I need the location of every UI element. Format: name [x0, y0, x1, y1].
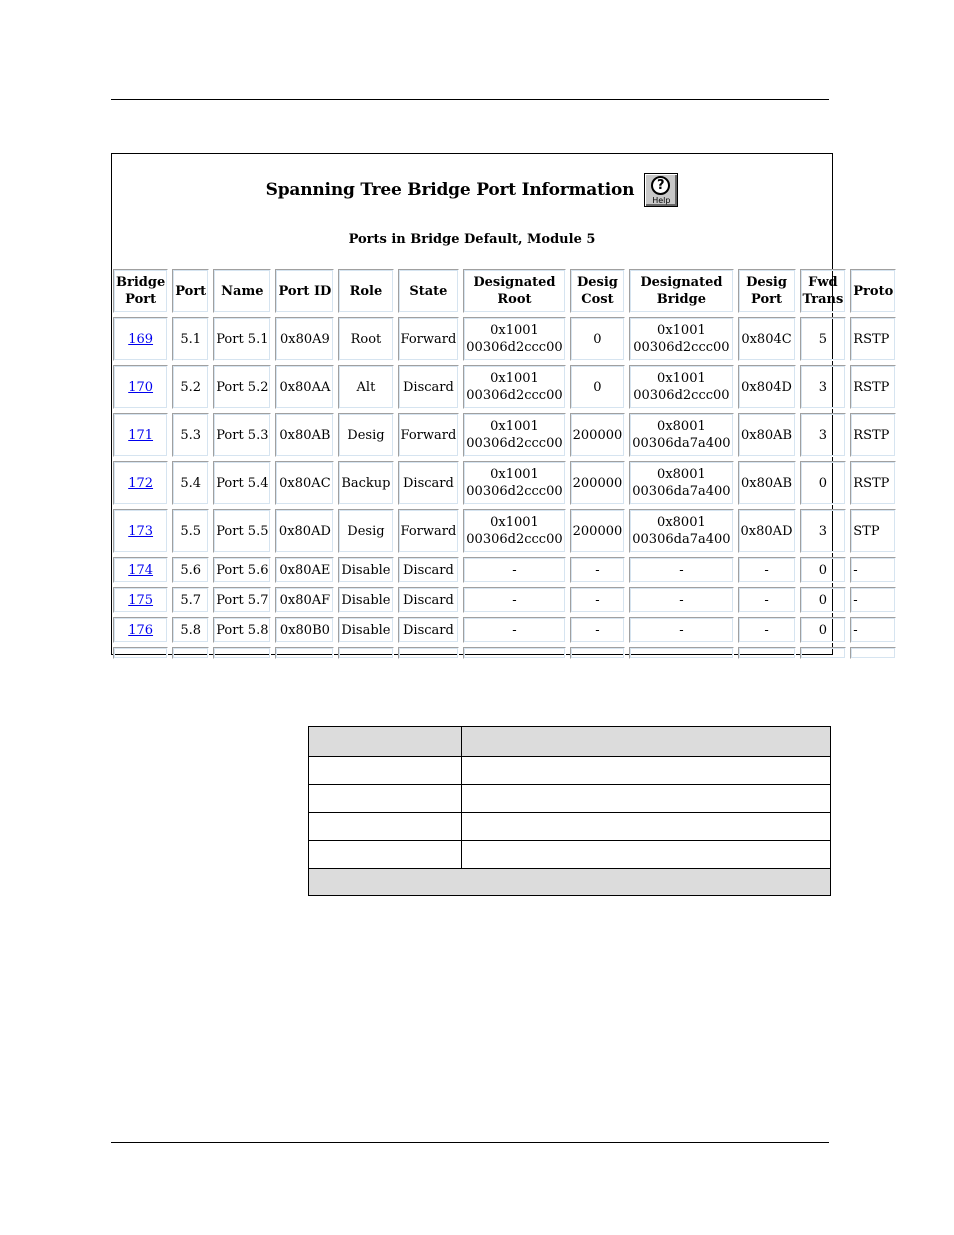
title-row [112, 172, 832, 208]
designated-bridge-cell-line: 00306da7a400 [632, 484, 731, 499]
designated-bridge-cell [629, 413, 733, 457]
port-cell: 5.8 [172, 617, 209, 643]
bridge-port-cell [113, 617, 168, 643]
state-cell: Forward [398, 317, 460, 361]
designated-bridge-cell [629, 365, 733, 409]
col-header-desig-port: Desig Port [738, 269, 796, 313]
col-header-port-id: Port ID [275, 269, 334, 313]
designated-root-cell-line: 0x1001 [490, 419, 539, 434]
table-row [113, 509, 896, 553]
designated-bridge-cell [629, 461, 733, 505]
legend-cell [462, 727, 831, 757]
designated-root-cell [463, 587, 565, 613]
col-header-proto: Proto [850, 269, 896, 313]
designated-bridge-cell-line: 0x1001 [657, 323, 706, 338]
legend-cell [462, 841, 831, 869]
desig-cost-cell: 200000 [570, 509, 626, 553]
role-cell: Backup [338, 461, 393, 505]
bridge-port-link[interactable]: 171 [128, 427, 154, 443]
stp-port-info-panel [111, 153, 894, 655]
designated-root-cell-line: 00306d2ccc00 [466, 436, 563, 451]
fwd-trans-cell: 3 [800, 365, 847, 409]
legend-cell [309, 785, 462, 813]
empty-cell [398, 647, 460, 659]
desig-cost-cell: 200000 [570, 413, 626, 457]
name-cell: Port 5.8 [213, 617, 271, 643]
empty-cell [800, 647, 847, 659]
designated-root-cell [463, 413, 565, 457]
bridge-port-link[interactable]: 174 [128, 562, 154, 578]
legend-cell [309, 813, 462, 841]
designated-root-cell [463, 617, 565, 643]
designated-root-cell [463, 509, 565, 553]
col-header-bridge-port: Bridge Port [113, 269, 168, 313]
designated-bridge-cell-line: - [679, 562, 684, 578]
legend-cell [309, 727, 462, 757]
designated-bridge-cell-line: 0x8001 [657, 419, 706, 434]
designated-bridge-cell [629, 509, 733, 553]
table-row [113, 557, 896, 583]
bridge-port-cell [113, 413, 168, 457]
bridge-port-cell [113, 587, 168, 613]
empty-cell [463, 647, 565, 659]
desig-cost-cell: 200000 [570, 461, 626, 505]
designated-root-cell [463, 365, 565, 409]
desig-port-cell: - [738, 557, 796, 583]
designated-bridge-cell-line: 00306d2ccc00 [633, 388, 730, 403]
port-id-cell: 0x80AA [275, 365, 334, 409]
bridge-port-cell [113, 365, 168, 409]
designated-root-cell-line: - [512, 592, 517, 608]
name-cell: Port 5.4 [213, 461, 271, 505]
bridge-port-link[interactable]: 170 [128, 379, 154, 395]
page-title: Spanning Tree Bridge Port Information [265, 180, 635, 200]
desig-cost-cell: - [570, 587, 626, 613]
name-cell: Port 5.5 [213, 509, 271, 553]
desig-port-cell: 0x804D [738, 365, 796, 409]
bridge-port-link[interactable]: 176 [128, 622, 154, 638]
empty-cell [738, 647, 796, 659]
port-id-cell: 0x80AB [275, 413, 334, 457]
fwd-trans-cell: 0 [800, 617, 847, 643]
desig-port-cell: 0x804C [738, 317, 796, 361]
legend-row [309, 757, 831, 785]
bridge-port-link[interactable]: 175 [128, 592, 154, 608]
port-cell: 5.2 [172, 365, 209, 409]
legend-cell [309, 841, 462, 869]
empty-cell [172, 647, 209, 659]
table-row [113, 461, 896, 505]
col-header-name: Name [213, 269, 271, 313]
state-cell: Discard [398, 461, 460, 505]
proto-cell: RSTP [850, 317, 896, 361]
designated-bridge-cell-line: 00306da7a400 [632, 532, 731, 547]
designated-bridge-cell-line: 00306da7a400 [632, 436, 731, 451]
state-cell: Discard [398, 557, 460, 583]
bridge-port-cell [113, 461, 168, 505]
legend-cell [462, 785, 831, 813]
port-cell: 5.7 [172, 587, 209, 613]
role-cell: Alt [338, 365, 393, 409]
designated-root-cell-line: 00306d2ccc00 [466, 532, 563, 547]
designated-root-cell-line: 0x1001 [490, 323, 539, 338]
legend-header-row [309, 727, 831, 757]
designated-bridge-cell [629, 317, 733, 361]
legend-row [309, 785, 831, 813]
role-cell: Desig [338, 509, 393, 553]
state-cell: Discard [398, 617, 460, 643]
designated-root-cell-line: - [512, 622, 517, 638]
col-header-desig-cost: Desig Cost [570, 269, 626, 313]
legend-footer-row [309, 869, 831, 896]
proto-cell: - [850, 557, 896, 583]
bridge-port-cell [113, 557, 168, 583]
designated-bridge-cell-line: - [679, 592, 684, 608]
table-row [113, 587, 896, 613]
help-button[interactable] [644, 173, 678, 207]
designated-root-cell [463, 317, 565, 361]
designated-root-cell-line: 0x1001 [490, 467, 539, 482]
empty-cell [570, 647, 626, 659]
proto-cell: STP [850, 509, 896, 553]
table-row [113, 317, 896, 361]
bridge-port-link[interactable]: 172 [128, 475, 154, 491]
name-cell: Port 5.3 [213, 413, 271, 457]
col-header-designated-root: Designated Root [463, 269, 565, 313]
help-icon: ? [651, 176, 670, 195]
fwd-trans-cell: 0 [800, 587, 847, 613]
fwd-trans-cell: 3 [800, 413, 847, 457]
fwd-trans-cell: 0 [800, 557, 847, 583]
designated-root-cell-line: 0x1001 [490, 371, 539, 386]
state-cell: Forward [398, 509, 460, 553]
legend-row [309, 841, 831, 869]
desig-cost-cell: 0 [570, 317, 626, 361]
designated-bridge-cell-line: 0x1001 [657, 371, 706, 386]
port-id-cell: 0x80B0 [275, 617, 334, 643]
role-cell: Disable [338, 587, 393, 613]
legend-cell [309, 869, 831, 896]
empty-cell [850, 647, 896, 659]
bridge-port-link[interactable]: 169 [128, 331, 154, 347]
bridge-port-link[interactable]: 173 [128, 523, 154, 539]
role-cell: Disable [338, 557, 393, 583]
designated-root-cell-line: 00306d2ccc00 [466, 388, 563, 403]
port-cell: 5.5 [172, 509, 209, 553]
legend-table [308, 726, 831, 896]
port-id-cell: 0x80AD [275, 509, 334, 553]
legend-cell [309, 757, 462, 785]
table-row-partial [113, 647, 896, 659]
bridge-subtitle: Ports in Bridge Default, Module 5 [348, 232, 596, 247]
name-cell: Port 5.2 [213, 365, 271, 409]
designated-root-cell-line: 00306d2ccc00 [466, 484, 563, 499]
designated-root-cell-line: 0x1001 [490, 515, 539, 530]
port-id-cell: 0x80AE [275, 557, 334, 583]
designated-root-cell [463, 461, 565, 505]
name-cell: Port 5.6 [213, 557, 271, 583]
designated-bridge-cell [629, 557, 733, 583]
table-row [113, 365, 896, 409]
empty-cell [113, 647, 168, 659]
designated-bridge-cell [629, 587, 733, 613]
designated-root-cell [463, 557, 565, 583]
state-cell: Discard [398, 587, 460, 613]
designated-root-cell-line: - [512, 562, 517, 578]
proto-cell: - [850, 587, 896, 613]
desig-port-cell: 0x80AD [738, 509, 796, 553]
proto-cell: RSTP [850, 413, 896, 457]
port-table [109, 265, 900, 663]
legend-cell [462, 813, 831, 841]
port-cell: 5.6 [172, 557, 209, 583]
desig-port-cell: 0x80AB [738, 461, 796, 505]
port-cell: 5.4 [172, 461, 209, 505]
state-cell: Forward [398, 413, 460, 457]
empty-cell [213, 647, 271, 659]
bridge-port-cell [113, 509, 168, 553]
port-cell: 5.3 [172, 413, 209, 457]
table-row [113, 617, 896, 643]
role-cell: Root [338, 317, 393, 361]
desig-cost-cell: - [570, 557, 626, 583]
port-id-cell: 0x80A9 [275, 317, 334, 361]
designated-bridge-cell-line: - [679, 622, 684, 638]
help-label: Help [652, 196, 671, 205]
port-id-cell: 0x80AC [275, 461, 334, 505]
desig-cost-cell: - [570, 617, 626, 643]
proto-cell: RSTP [850, 461, 896, 505]
col-header-designated-bridge: Designated Bridge [629, 269, 733, 313]
designated-bridge-cell-line: 0x8001 [657, 515, 706, 530]
table-header-row [113, 269, 896, 313]
designated-bridge-cell-line: 0x8001 [657, 467, 706, 482]
fwd-trans-cell: 3 [800, 509, 847, 553]
fwd-trans-cell: 5 [800, 317, 847, 361]
header-rule [111, 99, 829, 100]
name-cell: Port 5.7 [213, 587, 271, 613]
table-row [113, 413, 896, 457]
col-header-port: Port [172, 269, 209, 313]
designated-bridge-cell [629, 617, 733, 643]
col-header-role: Role [338, 269, 393, 313]
col-header-fwd-trans: Fwd Trans [800, 269, 847, 313]
legend-row [309, 813, 831, 841]
role-cell: Desig [338, 413, 393, 457]
designated-root-cell-line: 00306d2ccc00 [466, 340, 563, 355]
role-cell: Disable [338, 617, 393, 643]
name-cell: Port 5.1 [213, 317, 271, 361]
desig-port-cell: - [738, 587, 796, 613]
fwd-trans-cell: 0 [800, 461, 847, 505]
empty-cell [275, 647, 334, 659]
proto-cell: - [850, 617, 896, 643]
desig-port-cell: - [738, 617, 796, 643]
proto-cell: RSTP [850, 365, 896, 409]
port-id-cell: 0x80AF [275, 587, 334, 613]
legend-cell [462, 757, 831, 785]
designated-bridge-cell-line: 00306d2ccc00 [633, 340, 730, 355]
desig-port-cell: 0x80AB [738, 413, 796, 457]
port-cell: 5.1 [172, 317, 209, 361]
bridge-port-cell [113, 317, 168, 361]
footer-rule [111, 1142, 829, 1143]
empty-cell [338, 647, 393, 659]
col-header-state: State [398, 269, 460, 313]
state-cell: Discard [398, 365, 460, 409]
empty-cell [629, 647, 733, 659]
desig-cost-cell: 0 [570, 365, 626, 409]
